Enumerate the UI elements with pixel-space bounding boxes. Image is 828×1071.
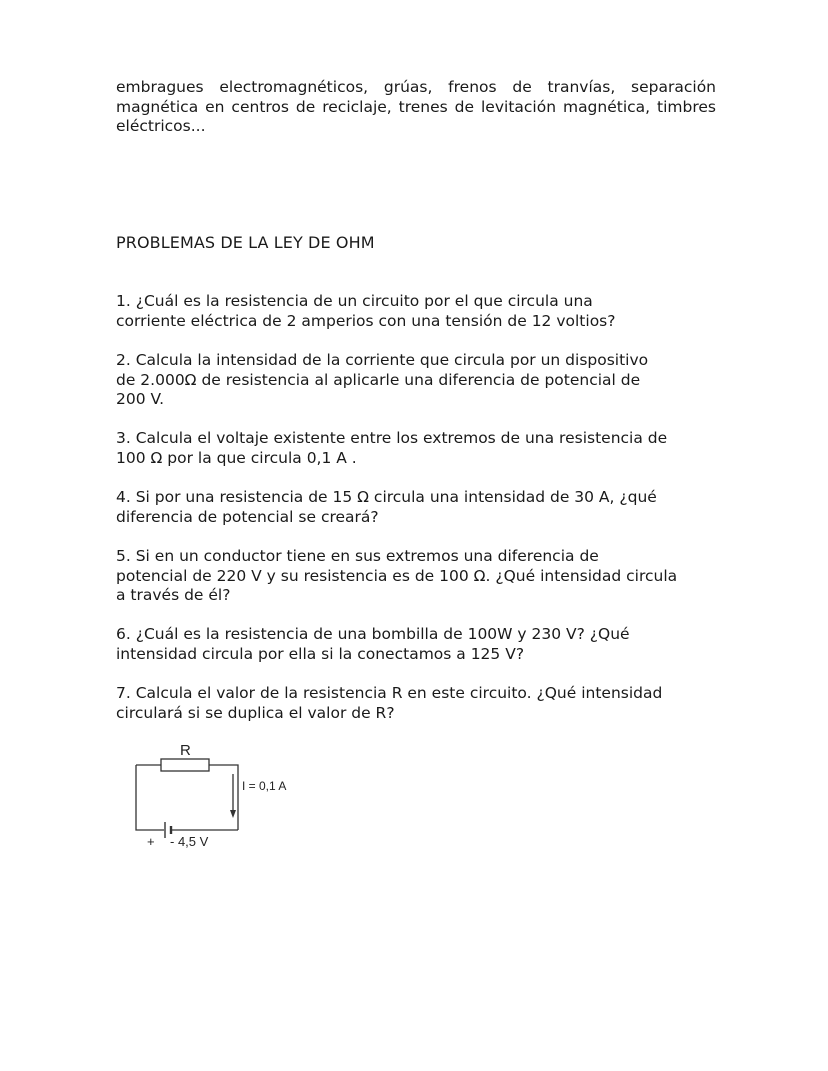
intro-paragraph: embragues electromagnéticos, grúas, frenos de tranvías, separación magnética en centros de reciclaje, trenes de levitación magnética, timbres eléctricos... [116,78,716,135]
section-title: PROBLEMAS DE LA LEY DE OHM [116,233,375,252]
problem-4: 4. Si por una resistencia de 15 Ω circula una intensidad de 30 A, ¿qué diferencia de potencial se creará? [116,488,657,526]
circuit-wires [136,765,238,830]
current-arrow [230,774,236,818]
current-label: I = 0,1 A [242,779,287,793]
problem-2: 2. Calcula la intensidad de la corriente que circula por un dispositivo de 2.000Ω de resistencia al aplicarle una diferencia de potencial de 200 V. [116,351,649,408]
problem-5: 5. Si en un conductor tiene en sus extremos una diferencia de potencial de 220 V y su resistencia es de 100 Ω. ¿Qué intensidad circula a través de él? [116,547,678,604]
resistor-label: R [180,742,191,759]
problem-1: 1. ¿Cuál es la resistencia de un circuito por el que circula una corriente eléctrica de 2 amperios con una tensión de 12 voltios? [116,292,616,330]
problem-7: 7. Calcula el valor de la resistencia R en este circuito. ¿Qué intensidad circulará si se duplica el valor de R? [116,684,663,722]
battery-plus-label: + [147,834,155,849]
battery-voltage-label: - 4,5 V [170,834,209,849]
problem-3: 3. Calcula el voltaje existente entre los extremos de una resistencia de 100 Ω por la que circula 0,1 A . [116,429,668,467]
circuit-diagram [128,738,318,853]
resistor-symbol [161,759,209,771]
problem-6: 6. ¿Cuál es la resistencia de una bombilla de 100W y 230 V? ¿Qué intensidad circula por ella si la conectamos a 125 V? [116,625,630,663]
